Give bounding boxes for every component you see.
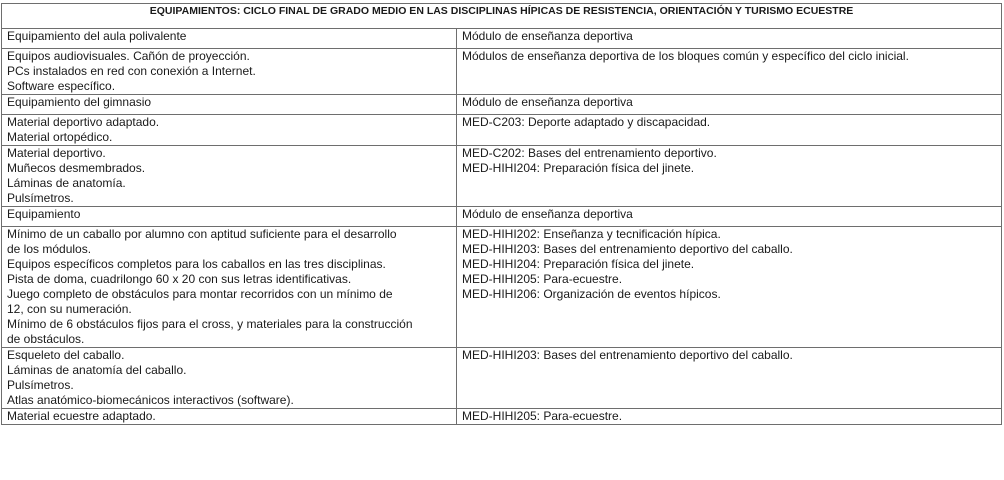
module-item: MED-HIHI205: Para-ecuestre. (462, 409, 623, 423)
equipment-cell (2, 115, 457, 146)
module-item: MED-HIHI206: Organización de eventos hípicos. (462, 287, 721, 301)
table-row (2, 227, 1002, 348)
module-item: MED-HIHI203: Bases del entrenamiento deportivo del caballo. (462, 348, 793, 362)
section-header-module: Módulo de enseñanza deportiva (457, 95, 1002, 115)
table-row (2, 409, 1002, 425)
table-row (2, 115, 1002, 146)
section-header-equipment: Equipamiento (2, 207, 457, 227)
equipment-cell (2, 146, 457, 207)
equipment-table-body (2, 4, 1002, 425)
section-header-row (2, 207, 1002, 227)
equipment-item: Software específico. (7, 79, 116, 93)
equipment-table (1, 3, 1002, 425)
table-row (2, 49, 1002, 95)
module-cell (457, 227, 1002, 348)
module-item: MED-HIHI203: Bases del entrenamiento deportivo del caballo. (462, 242, 793, 256)
equipment-item: Esqueleto del caballo. (7, 348, 125, 362)
section-header-row (2, 29, 1002, 49)
equipment-item: Mínimo de 6 obstáculos fijos para el cross, y materiales para la construcción (7, 317, 413, 331)
equipment-item: Material ecuestre adaptado. (7, 409, 156, 423)
equipment-item: Láminas de anatomía del caballo. (7, 363, 187, 377)
equipment-item: Mínimo de un caballo por alumno con aptitud suficiente para el desarrollo (7, 227, 397, 241)
equipment-cell (2, 348, 457, 409)
equipment-item: Material deportivo adaptado. (7, 115, 160, 129)
equipment-item: Material deportivo. (7, 146, 106, 160)
module-cell (457, 348, 1002, 409)
equipment-cell (2, 49, 457, 95)
equipment-item: de obstáculos. (7, 332, 85, 346)
module-cell (457, 49, 1002, 95)
equipment-item: Atlas anatómico-biomecánicos interactivos (software). (7, 393, 294, 407)
equipment-item: Material ortopédico. (7, 130, 113, 144)
equipment-item: PCs instalados en red con conexión a Internet. (7, 64, 256, 78)
table-row (2, 146, 1002, 207)
equipment-item: Juego completo de obstáculos para montar recorridos con un mínimo de (7, 287, 393, 301)
module-item: MED-C202: Bases del entrenamiento deportivo. (462, 146, 717, 160)
table-row (2, 348, 1002, 409)
equipment-item: Láminas de anatomía. (7, 176, 126, 190)
title-row (2, 4, 1002, 29)
section-header-module: Módulo de enseñanza deportiva (457, 29, 1002, 49)
module-cell (457, 409, 1002, 425)
section-header-equipment: Equipamiento del aula polivalente (2, 29, 457, 49)
table-title: EQUIPAMIENTOS: CICLO FINAL DE GRADO MEDIO EN LAS DISCIPLINAS HÍPICAS DE RESISTENCIA, ORIENTACIÓN Y TURISMO ECUESTRE (2, 4, 1002, 29)
equipment-item: Pulsímetros. (7, 378, 74, 392)
document (1, 3, 1001, 425)
equipment-item: Pista de doma, cuadrilongo 60 x 20 con sus letras identificativas. (7, 272, 352, 286)
module-item: Módulos de enseñanza deportiva de los bloques común y específico del ciclo inicial. (462, 49, 909, 63)
module-item: MED-HIHI204: Preparación física del jinete. (462, 161, 695, 175)
equipment-cell (2, 409, 457, 425)
module-item: MED-HIHI204: Preparación física del jinete. (462, 257, 695, 271)
section-header-row (2, 95, 1002, 115)
section-header-module: Módulo de enseñanza deportiva (457, 207, 1002, 227)
module-cell (457, 146, 1002, 207)
equipment-item: Equipos específicos completos para los caballos en las tres disciplinas. (7, 257, 386, 271)
equipment-cell (2, 227, 457, 348)
equipment-item: Muñecos desmembrados. (7, 161, 146, 175)
equipment-item: Pulsímetros. (7, 191, 74, 205)
module-cell (457, 115, 1002, 146)
module-item: MED-C203: Deporte adaptado y discapacidad. (462, 115, 711, 129)
equipment-item: de los módulos. (7, 242, 92, 256)
module-item: MED-HIHI202: Enseñanza y tecnificación hípica. (462, 227, 721, 241)
section-header-equipment: Equipamiento del gimnasio (2, 95, 457, 115)
module-item: MED-HIHI205: Para-ecuestre. (462, 272, 623, 286)
equipment-item: 12, con su numeración. (7, 302, 132, 316)
equipment-item: Equipos audiovisuales. Cañón de proyección. (7, 49, 250, 63)
